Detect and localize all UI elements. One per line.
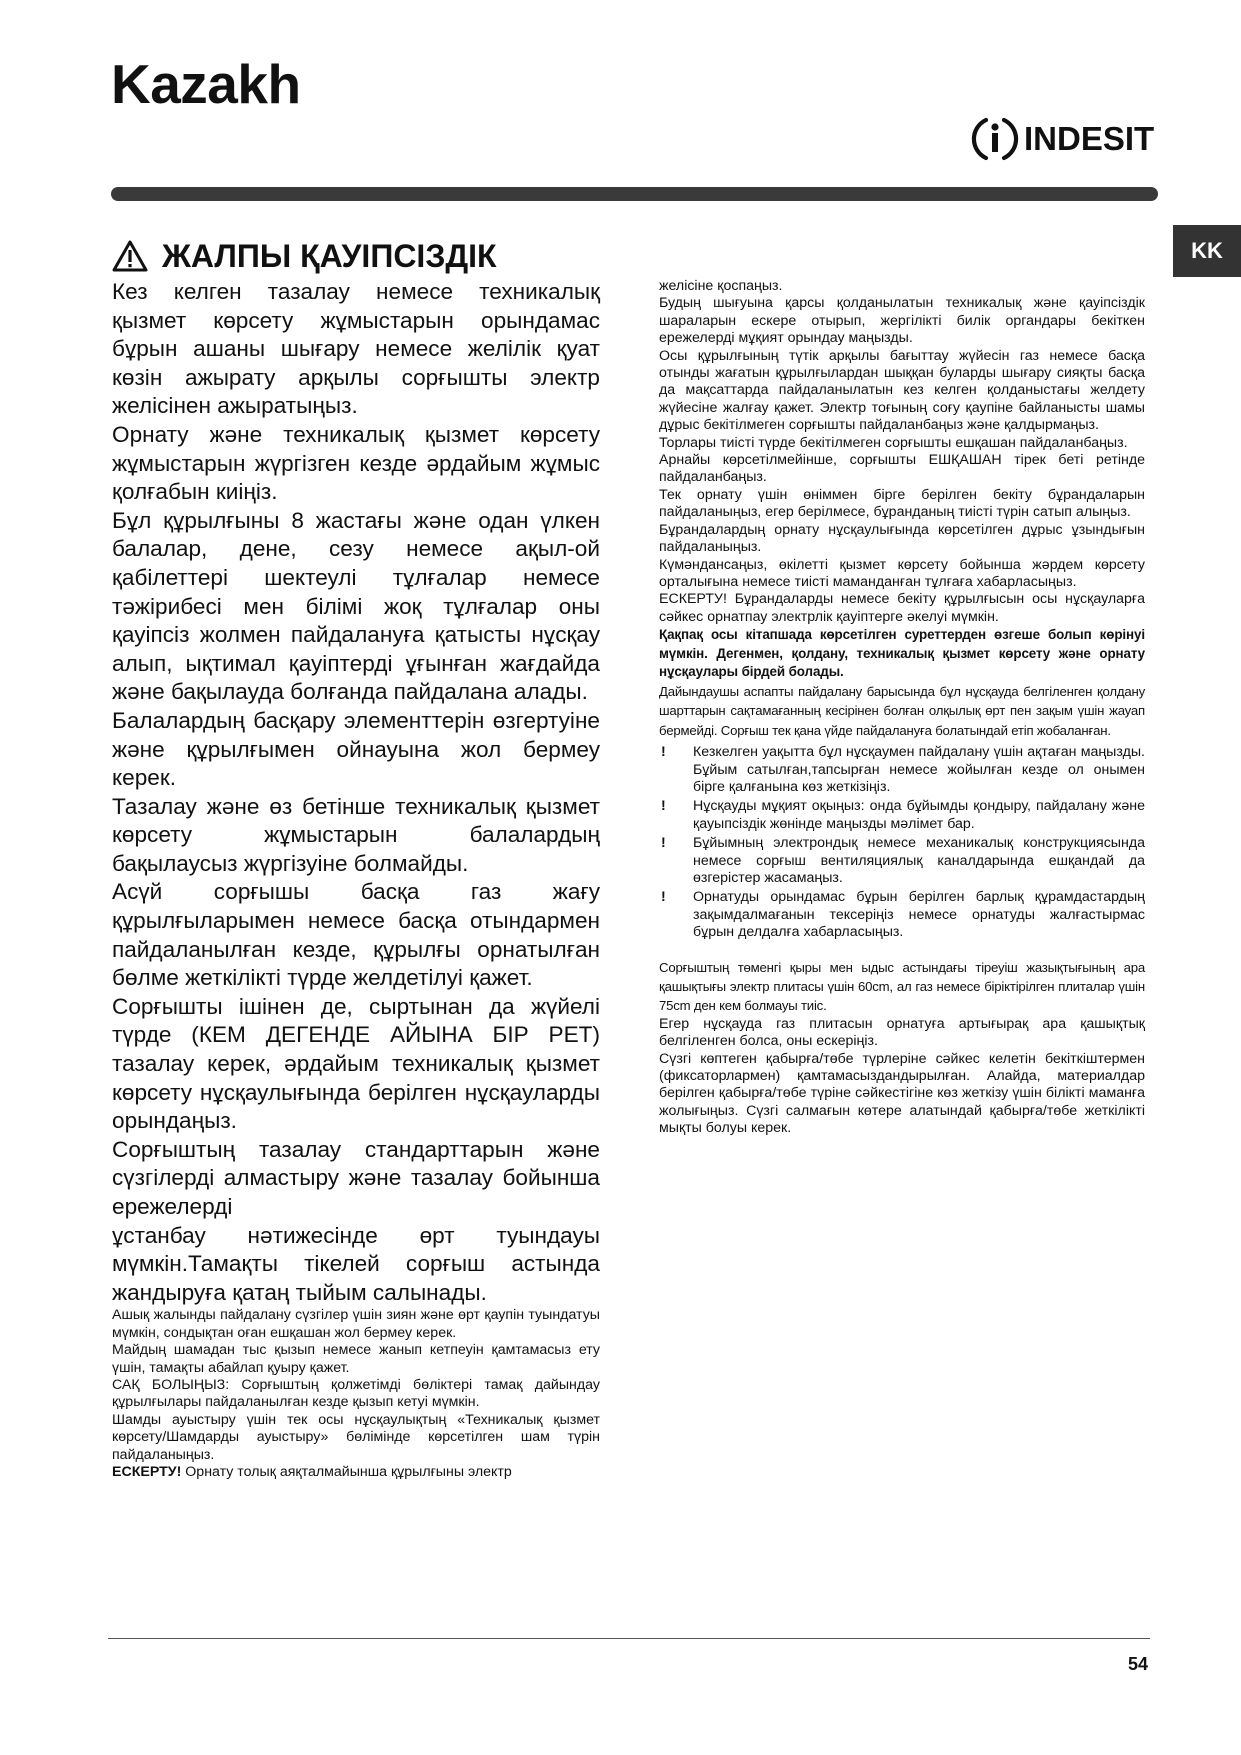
page-number: 54	[1127, 1654, 1148, 1674]
lead-paragraph: Балалардың басқару элементтерін өзгертуіне және құрылғымен ойнауына жол бермеу керек.	[112, 707, 600, 791]
bullet-text: Кезкелген уақытта бұл нұсқаумен пайдалану үшін ақтаған маңызды. Бұйым сатылған,тапсырған немесе жойылған кезде ол онымен бірге қалғанына көз жеткізіңіз.	[693, 744, 1145, 795]
lead-paragraph: Орнату және техникалық қызмет көрсету жұмыстарын жүргізген кезде әрдайым жұмыс қолғабын киіңіз.	[112, 421, 600, 505]
small-paragraph: САҚ БОЛЫҢЫЗ: Сорғыштың қолжетімді бөліктері тамақ дайындау құрылғылары пайдаланылған кезде қызып кетуі мүмкін.	[112, 1377, 600, 1411]
paragraph: ЕСКЕРТУ! Бұрандаларды немесе бекіту құрылғысын осы нұсқауларға сәйкес орнатпау электрлік қауіптерге әкелуі мүмкін.	[659, 591, 1145, 625]
section-heading	[112, 236, 600, 276]
lead-paragraph: Кез келген тазалау немесе техникалық қызмет көрсету жұмыстарын орындамас бұрын ашаны шығару немесе желілік қуат көзін ажырату арқылы сорғышты электр желісінен ажыратыңыз.	[112, 279, 600, 419]
liability-note: Дайындаушы аспапты пайдалану барысында бұл нұсқауда белгіленген қолдану шарттарын сақтамағанның кесірінен болған олқылық өрт пен зақым үшін жауап бермейді. Сорғыш тек қана үйде пайдалануға болатындай етіп жобаланған.	[659, 683, 1145, 738]
lead-paragraph: Асүй сорғышы басқа газ жағу құрылғыларымен немесе басқа отындармен пайдаланылған кезде, құрылғы орнатылған бөлме жеткілікті түрде желдетілуі қажет.	[112, 879, 600, 991]
header-divider	[111, 187, 1158, 201]
lead-paragraph: Бұл құрылғыны 8 жастағы және одан үлкен балалар, дене, сезу немесе ақыл-ой қабілеттері шектеулі тұлғалар немесе тәжірибесі мен білімі жоқ тұлғалар оны қауіпсіз жолмен пайдалануға қатысты нұсқау алып, ықтимал қауіптерді ұғынған жағдайда және бақылауда болғанда пайдалана алады.	[112, 507, 600, 705]
paragraph: Тек орнату үшін өніммен бірге берілген бекіту бұрандаларын пайдаланыңыз, егер берілмесе, бұранданың тиісті түрін сатып алыңыз.	[659, 486, 1145, 521]
lead-text	[112, 278, 600, 1307]
list-item	[659, 889, 1145, 941]
distance-note: Сорғыштың төменгі қыры мен ыдыс астындағы тіреуіш жазықтығының ара қашықтығы электр плитасы үшін 60cm, ал газ немесе біріктірілген плиталар үшін 75cm ден кем болмауы тиіс.	[659, 959, 1145, 1014]
small-paragraph: Ашық жалынды пайдалану сүзгілер үшін зиян және өрт қаупін туындатуы мүмкін, сондықтан оған ешқашан жол бермеу керек.	[112, 1307, 600, 1341]
bold-note: Қақпақ осы кітапшада көрсетілген суреттерден өзгеше болып көрінуі мүмкін. Дегенмен, қолдану, техникалық қызмет көрсету және орнату нұсқаулары бірдей болады.	[659, 627, 1145, 680]
bullet-text: Бұйымның электрондық немесе механикалық конструкциясында немесе сорғыш вентиляциялық каналдарында ешқандай да өзгерістер жасамаңыз.	[693, 835, 1145, 886]
language-tab: KK	[1173, 225, 1241, 277]
bullet-mark: !	[661, 835, 666, 852]
bullet-mark: !	[661, 798, 666, 815]
right-column	[659, 278, 1145, 1138]
warning-text: Орнату толық аяқталмайынша құрылғыны электр	[181, 1464, 512, 1481]
brand-name: INDESIT	[1024, 120, 1155, 157]
small-paragraph: Шамды ауыстыру үшін тек осы нұсқаулықтың «Техникалық қызмет көрсету/Шамдарды ауыстыру» бөлімінде көрсетілген шам түрін пайдаланыңыз.	[112, 1411, 600, 1463]
indesit-i-mark-icon	[970, 114, 1020, 164]
list-item	[659, 835, 1145, 887]
lead-paragraph: Сорғыштың тазалау стандарттарын және сүзгілерді алмастыру және тазалау бойынша ережелерді	[112, 1136, 600, 1219]
paragraph: Бұрандалардың орнату нұсқаулығында көрсетілген дұрыс ұзындығын пайдаланыңыз.	[659, 521, 1145, 556]
bullet-text: Орнатуды орындамас бұрын берілген барлық құрамдастардың зақымдалмағанын тексеріңіз немесе орнатуды жалғастырмас бұрын делдалға хабарласыңыз.	[693, 889, 1145, 941]
lead-paragraph: Сорғышты ішінен де, сыртынан да жүйелі түрде (КЕМ ДЕГЕНДЕ АЙЫНА БІР РЕТ) тазалау керек, әрдайым техникалық қызмет көрсету нұсқаулығында берілген нұсқауларды орындаңыз.	[112, 993, 600, 1134]
lead-paragraph: Тазалау және өз бетінше техникалық қызмет көрсету жұмыстарын балалардың бақылаусыз жүргізуіне болмайды.	[112, 793, 600, 876]
paragraph: Күмәндансаңыз, өкілетті қызмет көрсету бойынша жәрдем көрсету орталығына немесе тиісті маманданған тұлғаға хабарласыңыз.	[659, 556, 1145, 590]
paragraph: желісіне қоспаңыз.	[659, 278, 783, 294]
paragraph: Егер нұсқауда газ плитасын орнатуға артығырақ ара қашықтық белгіленген болса, оны ескеріңіз.	[659, 1015, 1145, 1050]
spacer	[659, 944, 1145, 958]
section-title: ЖАЛПЫ ҚАУІПСІЗДІК	[162, 237, 497, 274]
bullet-mark: !	[661, 744, 666, 761]
warning-triangle-icon	[112, 239, 148, 273]
brand-logo	[970, 114, 1154, 164]
language-title: Kazakh	[111, 53, 301, 115]
bullet-list	[659, 744, 1145, 941]
list-item	[659, 798, 1145, 833]
paragraph: Будың шығуына қарсы қолданылатын техникалық және қауіпсіздік шараларын ескере отырып, жергілікті билік органдары бекіткен ережелерді мұқият орындау маңызды.	[659, 295, 1145, 347]
bullet-text: Нұсқауды мұқият оқыңыз: онда бұйымды қондыру, пайдалану және қауыпсіздік жөнінде маңызды мәлімет бар.	[693, 798, 1145, 832]
footer-divider	[108, 1638, 1150, 1639]
left-column	[112, 236, 600, 1481]
list-item	[659, 744, 1145, 796]
paragraph: Торлары тиісті түрде бекітілмеген сорғышты ешқашан пайдаланбаңыз.	[659, 434, 1128, 451]
paragraph: Сүзгі көптеген қабырға/төбе түрлеріне сәйкес келетін бекіткіштермен (фиксаторлармен) қамтамасыздандырылған. Алайда, материалдар берілген қабырға/төбе түріне сәйкестігіне көз жеткізу үшін білікті маманға жолығыңыз. Сүзгі салмағын көтере алатындай қабырға/төбе жеткілікті мықты болуы керек.	[659, 1050, 1145, 1137]
small-text	[112, 1307, 600, 1481]
bullet-mark: !	[661, 889, 666, 906]
small-paragraph: Майдың шамадан тыс қызып немесе жанып кетпеуін қамтамасыз ету үшін, тамақты абайлап қуыру қажет.	[112, 1342, 600, 1376]
warning-label: ЕСКЕРТУ!	[112, 1464, 182, 1481]
warning-paragraph	[112, 1464, 600, 1481]
paragraph: Арнайы көрсетілмейінше, сорғышты ЕШҚАШАН тірек беті ретінде пайдаланбаңыз.	[659, 452, 1145, 486]
paragraph: Осы құрылғының түтік арқылы бағыттау жүйесін газ немесе басқа отынды жағатын құрылғылардан шыққан буларды шығару сияқты басқа да мақсаттарда пайдаланылатын кез келген қолданыстағы желдету жүйесіне жалғау қажет. Электр тоғының соғу қаупіне байланысты шамы дұрыс бекітілмеген сорғышты пайдаланбаңыз және қалдырмаңыз.	[659, 347, 1145, 434]
lead-paragraph: ұстанбау нәтижесінде өрт туындауы мүмкін.Тамақты тікелей сорғыш астында жандыруға қатаң тыйым салынады.	[112, 1222, 600, 1305]
